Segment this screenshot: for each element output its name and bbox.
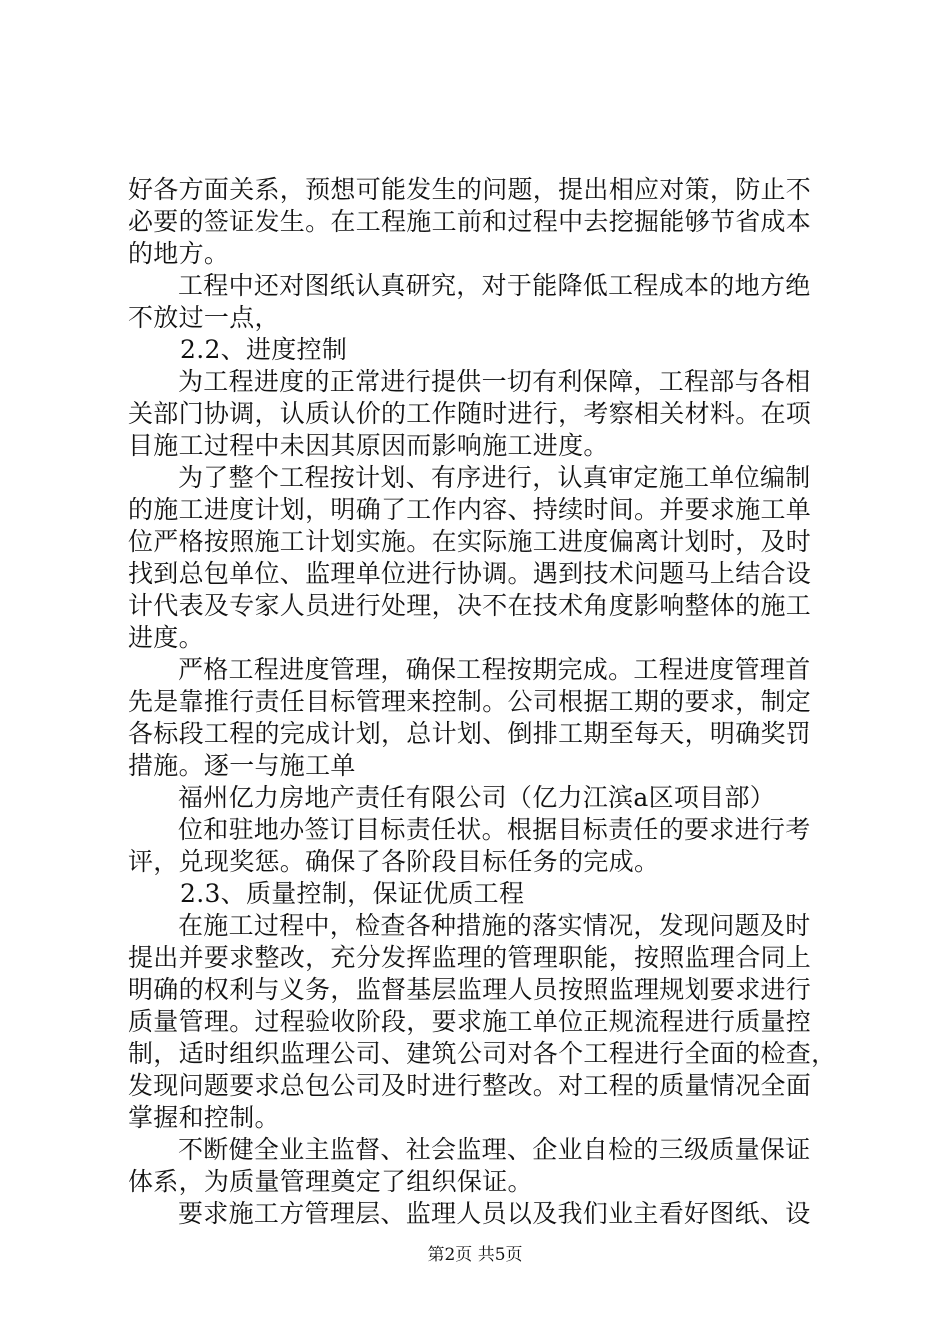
text-line-26: 明确的权利与义务，监督基层监理人员按照监理规划要求进行 [128, 975, 812, 1004]
section-heading-2-2: 2.2、进度控制 [180, 335, 348, 364]
text-line-30: 掌握和控制。 [128, 1103, 280, 1132]
text-line-33: 要求施工方管理层、监理人员以及我们业主看好图纸、设 [178, 1199, 811, 1228]
text-line-22: 评，兑现奖惩。确保了各阶段目标任务的完成。 [128, 847, 660, 876]
text-line-7: 为工程进度的正常进行提供一切有利保障，工程部与各相 [178, 367, 811, 396]
text-line-17: 先是靠推行责任目标管理来控制。公司根据工期的要求，制定 [128, 687, 812, 716]
text-line-27: 质量管理。过程验收阶段，要求施工单位正规流程进行质量控 [128, 1007, 812, 1036]
text-line-21: 位和驻地办签订目标责任状。根据目标责任的要求进行考 [178, 815, 811, 844]
text-line-15: 进度。 [128, 623, 204, 652]
text-line-16: 严格工程进度管理，确保工程按期完成。工程进度管理首 [178, 655, 811, 684]
text-line-31: 不断健全业主监督、社会监理、企业自检的三级质量保证 [178, 1135, 811, 1164]
text-line-29: 发现问题要求总包公司及时进行整改。对工程的质量情况全面 [128, 1071, 812, 1100]
text-line-3: 的地方。 [128, 239, 230, 268]
text-line-19: 措施。逐一与施工单 [128, 751, 356, 780]
text-line-4: 工程中还对图纸认真研究，对于能降低工程成本的地方绝 [178, 271, 811, 300]
text-line-2: 必要的签证发生。在工程施工前和过程中去挖掘能够节省成本 [128, 207, 812, 236]
text-line-11: 的施工进度计划，明确了工作内容、持续时间。并要求施工单 [128, 495, 812, 524]
text-line-13: 找到总包单位、监理单位进行协调。遇到技术问题马上结合设 [128, 559, 812, 588]
text-line-10: 为了整个工程按计划、有序进行，认真审定施工单位编制 [178, 463, 811, 492]
section-heading-2-3: 2.3、质量控制，保证优质工程 [180, 879, 525, 908]
text-line-1: 好各方面关系，预想可能发生的问题，提出相应对策，防止不 [128, 175, 812, 204]
text-line-9: 目施工过程中未因其原因而影响施工进度。 [128, 431, 609, 460]
text-line-18: 各标段工程的完成计划，总计划、倒排工期至每天，明确奖罚 [128, 719, 812, 748]
text-line-12: 位严格按照施工计划实施。在实际施工进度偏离计划时，及时 [128, 527, 812, 556]
text-line-14: 计代表及专家人员进行处理，决不在技术角度影响整体的施工 [128, 591, 812, 620]
text-line-32: 体系，为质量管理奠定了组织保证。 [128, 1167, 533, 1196]
text-line-25: 提出并要求整改，充分发挥监理的管理职能，按照监理合同上 [128, 943, 812, 972]
text-line-8: 关部门协调，认质认价的工作随时进行，考察相关材料。在项 [128, 399, 812, 428]
text-line-5: 不放过一点， [128, 303, 280, 332]
company-header-line: 福州亿力房地产责任有限公司（亿力江滨a区项目部） [178, 783, 776, 812]
page-number-footer: 第2页 共5页 [427, 1245, 523, 1265]
text-line-24: 在施工过程中，检查各种措施的落实情况，发现问题及时 [178, 911, 811, 940]
text-line-28: 制，适时组织监理公司、建筑公司对各个工程进行全面的检查， [128, 1039, 837, 1068]
